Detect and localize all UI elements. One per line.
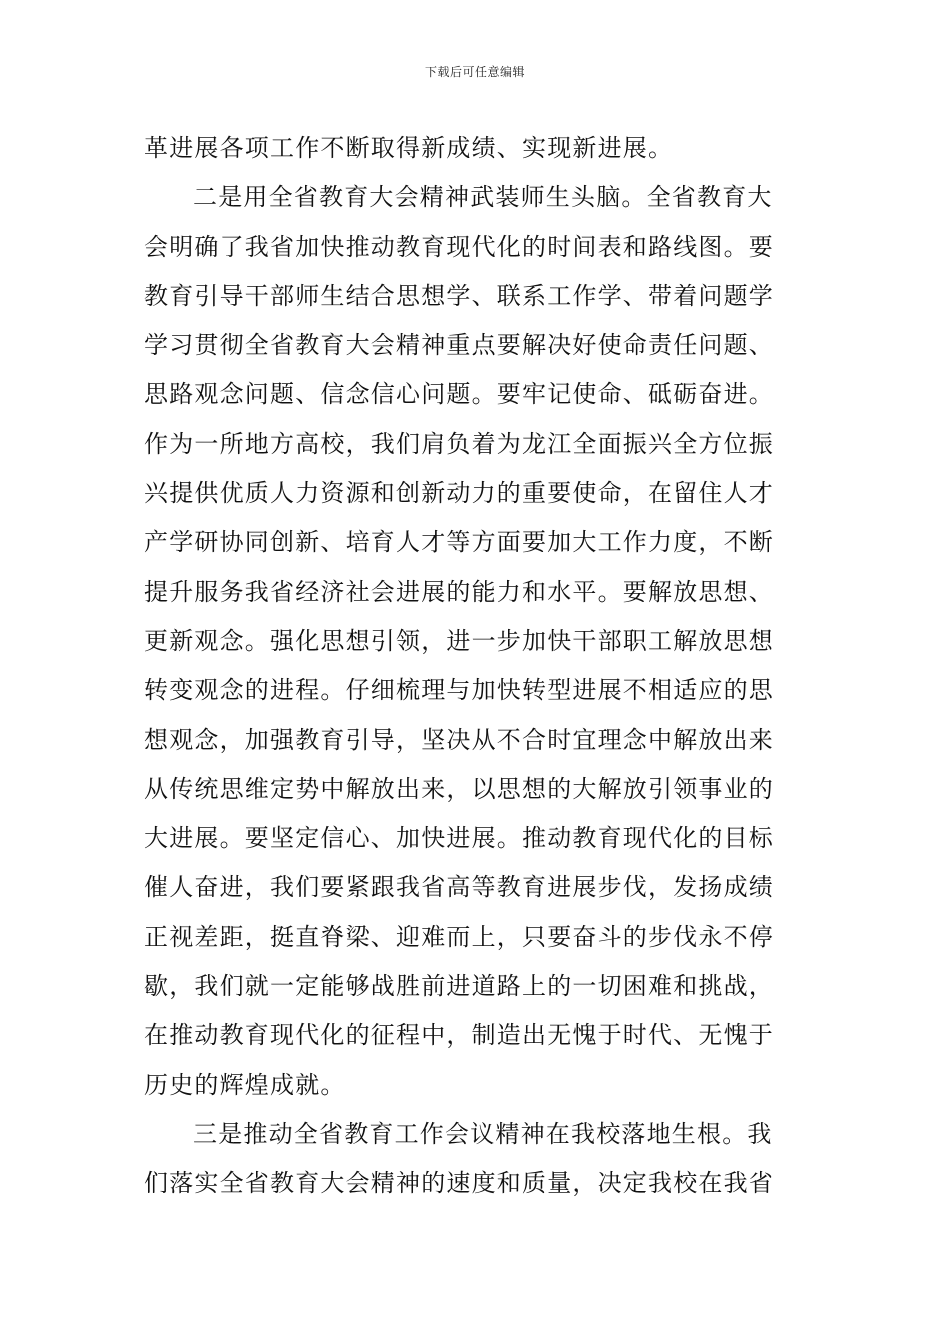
text-line: 歇，我们就一定能够战胜前进道路上的一切困难和挑战， [144,972,774,1001]
text-line: 学习贯彻全省教育大会精神重点要解决好使命责任问题、 [144,331,774,360]
text-line: 想观念，加强教育引导，坚决从不合时宜理念中解放出来 [144,725,774,754]
header-note: 下载后可任意编辑 [424,65,525,79]
text-line: 历史的辉煌成就。 [144,1070,346,1099]
text-line: 们落实全省教育大会精神的速度和质量，决定我校在我省 [144,1169,774,1198]
text-line: 转变观念的进程。仔细梳理与加快转型进展不相适应的思 [144,676,774,705]
text-line: 正视差距，挺直脊梁、迎难而上，只要奋斗的步伐永不停 [144,922,774,951]
text-line: 大进展。要坚定信心、加快进展。推动教育现代化的目标 [144,824,774,853]
text-line: 在推动教育现代化的征程中，制造出无愧于时代、无愧于 [144,1021,774,1050]
text-line: 革进展各项工作不断取得新成绩、实现新进展。 [144,134,674,162]
text-line: 思路观念问题、信念信心问题。要牢记使命、砥砺奋进。 [144,380,774,409]
document-body [144,124,809,1209]
text-line: 更新观念。强化思想引领，进一步加快干部职工解放思想 [144,626,774,655]
paragraph-start-line: 三是推动全省教育工作会议精神在我校落地生根。我 [193,1119,773,1148]
text-line: 作为一所地方高校，我们肩负着为龙江全面振兴全方位振 [144,429,774,458]
text-line: 兴提供优质人力资源和创新动力的重要使命，在留住人才 [144,479,774,508]
text-line: 教育引导干部师生结合思想学、联系工作学、带着问题学 [144,281,774,310]
text-line: 从传统思维定势中解放出来，以思想的大解放引领事业的 [144,774,774,803]
text-line: 产学研协同创新、培育人才等方面要加大工作力度，不断 [144,528,774,557]
text-line: 提升服务我省经济社会进展的能力和水平。要解放思想、 [144,577,774,606]
paragraph-start-line: 二是用全省教育大会精神武装师生头脑。全省教育大 [193,183,773,212]
text-line: 会明确了我省加快推动教育现代化的时间表和路线图。要 [144,232,774,261]
text-line: 催人奋进，我们要紧跟我省高等教育进展步伐，发扬成绩 [144,873,774,902]
